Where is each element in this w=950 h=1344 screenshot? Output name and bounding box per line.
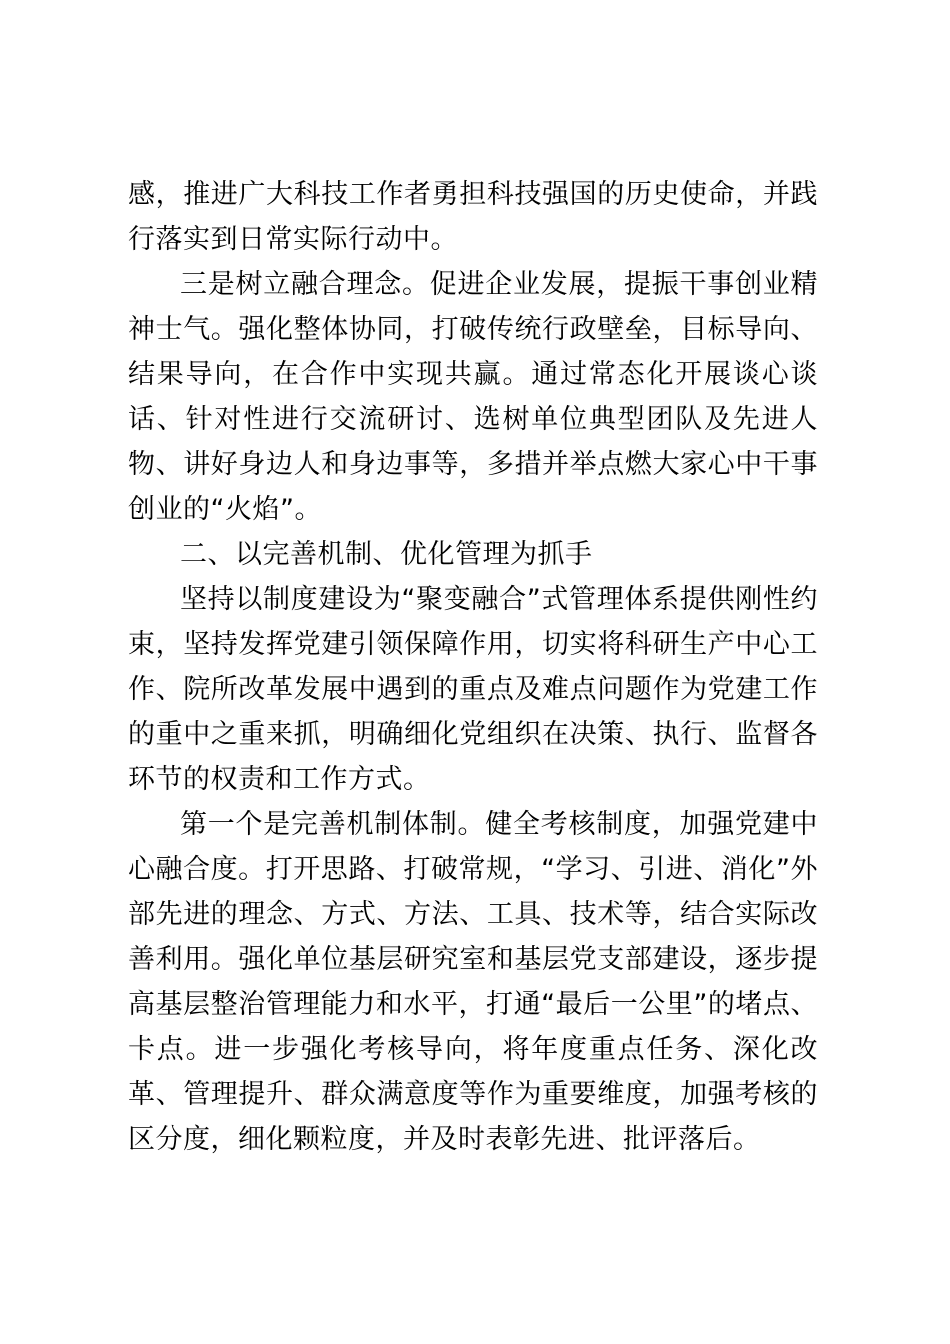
- section-heading: 二、以完善机制、优化管理为抓手: [180, 539, 593, 570]
- paragraph-continuation: 感，推进广大科技工作者勇担科技强国的历史使命，并践行落实到日常实际行动中。: [128, 179, 818, 255]
- paragraph-improve-mechanism: 第一个是完善机制体制。健全考核制度，加强党建中心融合度。打开思路、打破常规，“学习、引进、消化”外部先进的理念、方式、方法、工具、技术等，结合实际改善利用。强化单位基层研究室和基层党支部建设，逐步提高基层整治管理能力和水平，打通“最后一公里”的堵点、卡点。进一步强化考核导向，将年度重点任务、深化改革、管理提升、群众满意度等作为重要维度，加强考核的区分度，细化颗粒度，并及时表彰先进、批评落后。: [128, 809, 818, 1155]
- document-page: [128, 172, 818, 1162]
- paragraph-integration-concept: 三是树立融合理念。促进企业发展，提振干事创业精神士气。强化整体协同，打破传统行政壁垒，目标导向、结果导向，在合作中实现共赢。通过常态化开展谈心谈话、针对性进行交流研讨、选树单位典型团队及先进人物、讲好身边人和身边事等，多措并举点燃大家心中干事创业的“火焰”。: [128, 269, 818, 525]
- paragraph-system-building: 坚持以制度建设为“聚变融合”式管理体系提供刚性约束，坚持发挥党建引领保障作用，切实将科研生产中心工作、院所改革发展中遇到的重点及难点问题作为党建工作的重中之重来抓，明确细化党组织在决策、执行、监督各环节的权责和工作方式。: [128, 584, 818, 795]
